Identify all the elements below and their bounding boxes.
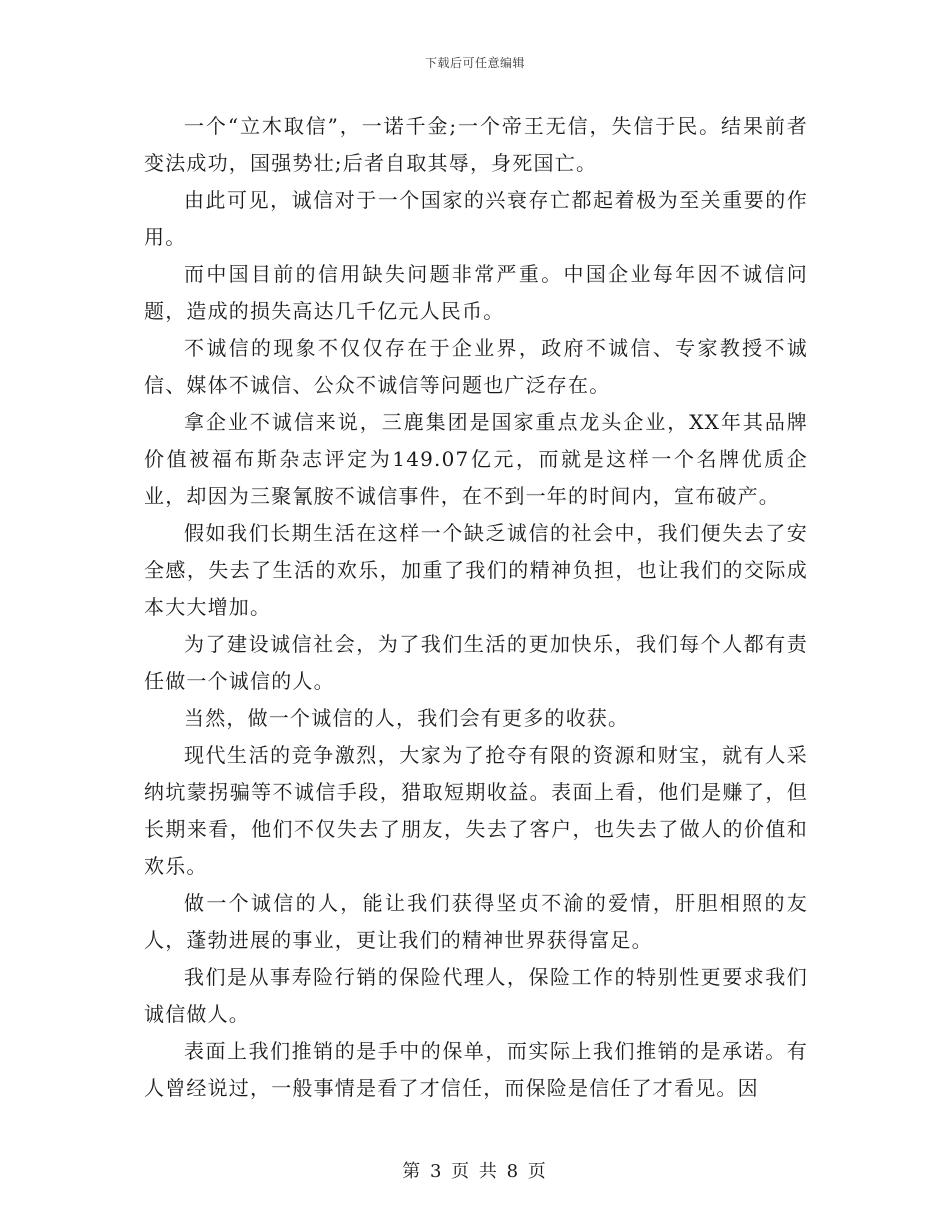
paragraph-5: 拿企业不诚信来说，三鹿集团是国家重点龙头企业，XX年其品牌价值被福布斯杂志评定为149.07亿元，而就是这样一个名牌优质企业，却因为三聚氰胺不诚信事件，在不到一年的时间内，宣布破产。 [144,410,808,508]
paragraph-2: 由此可见，诚信对于一个国家的兴衰存亡都起着极为至关重要的作用。 [144,188,808,249]
paragraph-3: 而中国目前的信用缺失问题非常严重。中国企业每年因不诚信问题，造成的损失高达几千亿元人民币。 [144,262,808,323]
paragraph-11: 我们是从事寿险行销的保险代理人，保险工作的特别性更要求我们诚信做人。 [144,965,808,1026]
paragraph-4: 不诚信的现象不仅仅存在于企业界，政府不诚信、专家教授不诚信、媒体不诚信、公众不诚信等问题也广泛存在。 [144,336,808,397]
paragraph-12: 表面上我们推销的是手中的保单，而实际上我们推销的是承诺。有人曾经说过，一般事情是看了才信任，而保险是信任了才看见。因 [144,1039,808,1100]
paragraph-10: 做一个诚信的人，能让我们获得坚贞不渝的爱情，肝胆相照的友人，蓬勃进展的事业，更让我们的精神世界获得富足。 [144,891,808,952]
paragraph-6: 假如我们长期生活在这样一个缺乏诚信的社会中，我们便失去了安全感，失去了生活的欢乐，加重了我们的精神负担，也让我们的交际成本大大增加。 [144,521,808,619]
document-body [144,108,808,1107]
paragraph-9: 现代生活的竞争激烈，大家为了抢夺有限的资源和财宝，就有人采纳坑蒙拐骗等不诚信手段，猎取短期收益。表面上看，他们是赚了，但长期来看，他们不仅失去了朋友，失去了客户，也失去了做人的价值和欢乐。 [144,743,808,878]
paragraph-8: 当然，做一个诚信的人，我们会有更多的收获。 [184,706,630,730]
page-header: 下载后可任意编辑 [424,56,525,70]
paragraph-7: 为了建设诚信社会，为了我们生活的更加快乐，我们每个人都有责任做一个诚信的人。 [144,632,808,693]
paragraph-1: 一个“立木取信”，一诺千金;一个帝王无信，失信于民。结果前者变法成功，国强势壮;后者自取其辱，身死国亡。 [144,114,808,175]
page-number-footer: 第 3 页 共 8 页 [402,1161,548,1182]
